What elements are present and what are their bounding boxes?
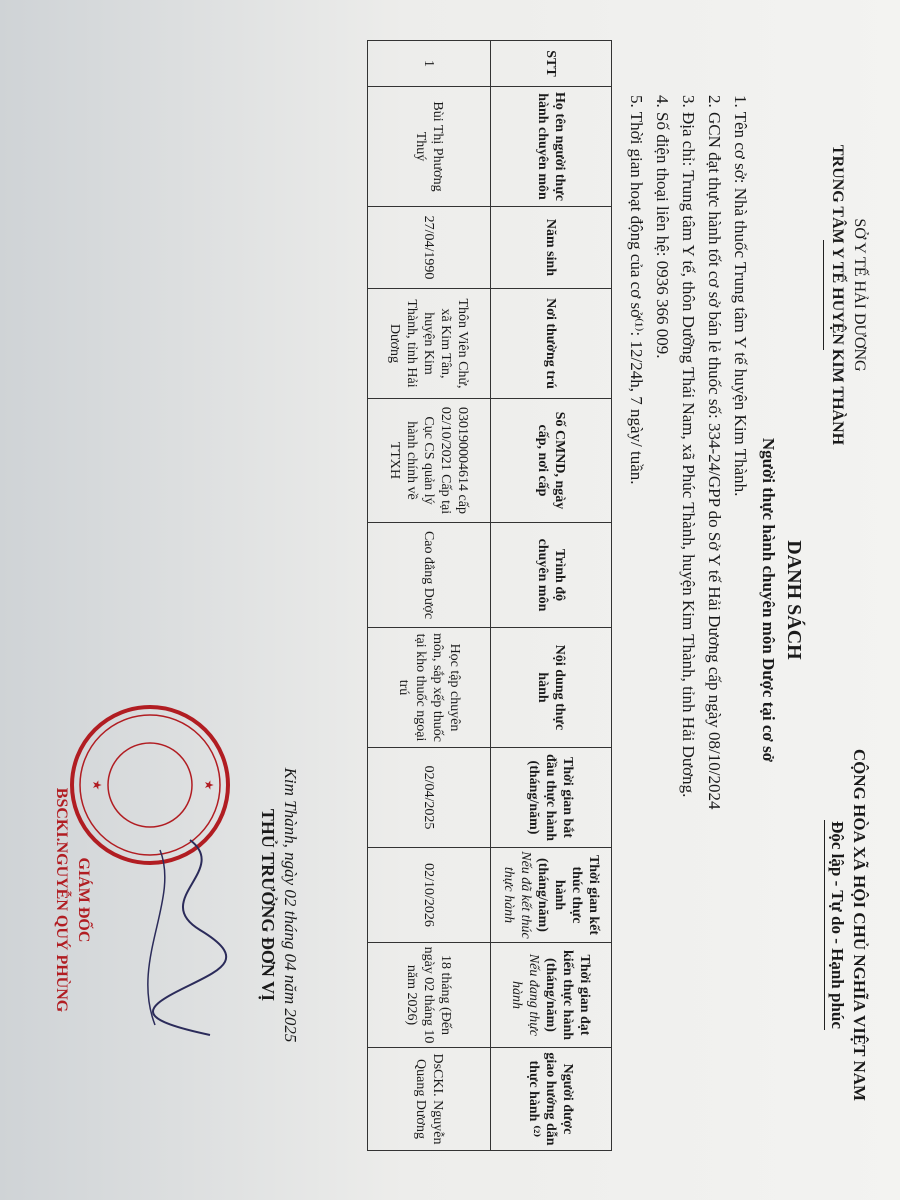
header-right-underline [824, 820, 825, 1030]
header-duration [491, 943, 612, 1048]
header-duration-note: Nếu đang thực hành [509, 953, 542, 1037]
info-line-5: 5. Thời gian hoạt động của cơ sở⁽¹⁾: 12/24h, 7 ngày/ tuần. [627, 95, 646, 485]
header-residence: Nơi thường trú [491, 289, 612, 399]
cell-name: Bùi Thị Phương Thuý [368, 87, 491, 207]
header-end-note: Nếu đã kết thúc thực hành [501, 851, 533, 939]
sign-date: Kim Thành, ngày 02 tháng 04 năm 2025 [281, 767, 300, 1043]
header-left [823, 130, 870, 460]
info-line-2: 2. GCN đạt thực hành tốt cơ sở bán lẻ thuốc số: 334-24/GPP do Sở Y tế Hải Dương cấp ngày 08/10/2024 [705, 95, 724, 810]
national-title: CỘNG HÒA XÃ HỘI CHỦ NGHĨA VIỆT NAM [850, 748, 869, 1102]
info-line-4: 4. Số điện thoại liên hệ: 0936 366 009. [653, 95, 672, 359]
cell-id: 030190004614 cấp 02/10/2021 Cấp tại Cục CS quản lý hành chính về TTXH [368, 399, 491, 523]
cell-duration: 18 tháng (Đến ngày 02 tháng 10 năm 2026) [368, 943, 491, 1048]
header-end-label: Thời gian kết thúc thực hành (tháng/năm) [535, 854, 601, 936]
department-name: SỞ Y TẾ HẢI DƯƠNG [851, 218, 868, 372]
header-stt: STT [491, 41, 612, 87]
sign-name: BSCKI.NGUYỄN QUÝ PHÙNG [53, 787, 70, 1013]
header-right [824, 690, 870, 1160]
header-content: Nội dung thực hành [491, 628, 612, 748]
sign-role: GIÁM ĐỐC [75, 857, 92, 943]
header-start: Thời gian bắt đầu thực hành (tháng/năm) [491, 748, 612, 848]
cell-level: Cao đẳng Dược [368, 523, 491, 628]
header-level: Trình độ chuyên môn [491, 523, 612, 628]
info-line-1: 1. Tên cơ sở: Nhà thuốc Trung tâm Y tế huyện Kim Thành. [731, 95, 750, 497]
organization-name: TRUNG TÂM Y TẾ HUYỆN KIM THÀNH [829, 144, 846, 446]
svg-text:★: ★ [90, 779, 104, 791]
practitioner-table [367, 40, 612, 1151]
national-motto: Độc lập - Tự do - Hạnh phúc [828, 821, 847, 1029]
cell-dob: 27/04/1990 [368, 207, 491, 289]
header-id: Số CMND, ngày cấp, nơi cấp [491, 399, 612, 523]
svg-text:★: ★ [202, 779, 216, 791]
header-supervisor: Người được giao hướng dẫn thực hành ⁽²⁾ [491, 1048, 612, 1151]
cell-residence: Thôn Viên Chử, xã Kim Tân, huyện Kim Thành, tỉnh Hải Dương [368, 289, 491, 399]
header-duration-label: Thời gian đạt kiến thực hành (tháng/năm) [543, 949, 593, 1041]
handwritten-signature [100, 820, 250, 1040]
cell-supervisor: DsCKI. Nguyễn Quang Dương [368, 1048, 491, 1151]
cell-stt: 1 [368, 41, 491, 87]
table-header-row [491, 41, 612, 1151]
table-row [368, 41, 491, 1151]
header-dob: Năm sinh [491, 207, 612, 289]
cell-end: 02/10/2026 [368, 848, 491, 943]
header-end [491, 848, 612, 943]
header-left-underline [823, 240, 824, 350]
document-title: DANH SÁCH [783, 540, 805, 660]
cell-content: Học tập chuyên môn, sắp xếp thuốc tại kho thuốc ngoại trú [368, 628, 491, 748]
document-subtitle: Người thực hành chuyên môn Dược tại cơ sở [759, 437, 778, 763]
cell-start: 02/04/2025 [368, 748, 491, 848]
sign-unit: THỦ TRƯỞNG ĐƠN VỊ [258, 808, 278, 1002]
header-name: Họ tên người thực hành chuyên môn [491, 87, 612, 207]
info-line-3: 3. Địa chỉ: Trung tâm Y tế, thôn Dưỡng Thái Nam, xã Phúc Thành, huyện Kim Thành, tỉnh Hải Dương. [679, 95, 698, 798]
